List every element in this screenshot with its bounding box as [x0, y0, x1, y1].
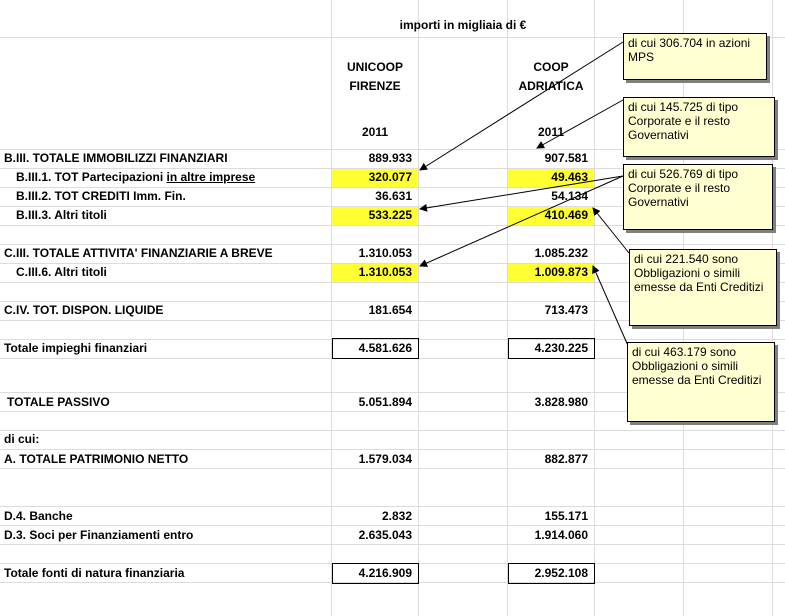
value-coop-adriatica: 4.230.225: [534, 341, 588, 355]
row-label-main: B.III.1. TOT Partecipazioni: [16, 170, 167, 184]
value-unicoop: 1.579.034: [358, 452, 412, 466]
di-cui-label: di cui:: [4, 432, 40, 446]
row-label: TOTALE PASSIVO: [7, 395, 110, 409]
value-unicoop: 1.310.053: [358, 246, 412, 260]
arrow-note2: [537, 100, 623, 148]
value-coop-adriatica: 49.463: [551, 170, 588, 184]
value-unicoop: 2.635.043: [358, 528, 412, 542]
value-coop-adriatica: 1.914.060: [534, 528, 588, 542]
unit-note: importi in migliaia di €: [399, 18, 527, 32]
value-coop-adriatica: 155.171: [544, 509, 588, 523]
callout-note-creditizi-1: di cui 221.540 sono Obbligazioni o simili emesse da Enti Creditizi: [629, 249, 777, 326]
arrow-note1: [420, 42, 623, 170]
value-unicoop: 4.581.626: [358, 341, 412, 355]
value-coop-adriatica: 907.581: [544, 151, 588, 165]
value-unicoop: 1.310.053: [358, 265, 412, 279]
value-unicoop: 889.933: [368, 151, 412, 165]
value-unicoop: 2.832: [381, 509, 412, 523]
row-label: B.III.3. Altri titoli: [16, 208, 107, 222]
row-label: C.III.6. Altri titoli: [16, 265, 107, 279]
callout-note-mps: di cui 306.704 in azioni MPS: [623, 33, 767, 80]
value-unicoop: 181.654: [368, 303, 412, 317]
value-coop-adriatica: 882.877: [544, 452, 588, 466]
value-coop-adriatica: 3.828.980: [534, 395, 588, 409]
col1-name-line1: UNICOOP: [346, 60, 403, 74]
arrow-note3-a: [420, 176, 623, 209]
callout-note-corporate-1: di cui 145.725 di tipo Corporate e il resto Governativi: [623, 97, 775, 157]
row-label: A. TOTALE PATRIMONIO NETTO: [4, 452, 189, 466]
col1-year: 2011: [361, 125, 389, 139]
col2-year: 2011: [537, 125, 565, 139]
arrow-note5: [593, 266, 629, 348]
row-label: C.IV. TOT. DISPON. LIQUIDE: [4, 303, 164, 317]
value-unicoop: 533.225: [368, 208, 412, 222]
arrow-note3-b: [420, 176, 623, 266]
row-label: D.4. Banche: [4, 509, 73, 523]
value-unicoop: 5.051.894: [358, 395, 412, 409]
value-coop-adriatica: 410.469: [544, 208, 588, 222]
callout-note-corporate-2: di cui 526.769 di tipo Corporate e il resto Governativi: [623, 164, 773, 230]
col2-name-line2: ADRIATICA: [518, 79, 584, 93]
callout-note-creditizi-2: di cui 463.179 sono Obbligazioni o simili emesse da Enti Creditizi: [627, 342, 775, 422]
value-unicoop: 320.077: [368, 170, 412, 184]
col2-name-line1: COOP: [533, 60, 569, 74]
value-coop-adriatica: 2.952.108: [534, 566, 588, 580]
col1-name-line2: FIRENZE: [349, 79, 401, 93]
row-label: D.3. Soci per Finanziamenti entro: [4, 528, 194, 542]
row-label: C.III. TOTALE ATTIVITA' FINANZIARIE A BREVE: [4, 246, 273, 260]
value-coop-adriatica: 713.473: [544, 303, 588, 317]
row-label: Totale fonti di natura finanziaria: [4, 566, 185, 580]
value-unicoop: 36.631: [375, 189, 412, 203]
row-label: B.III. TOTALE IMMOBILIZZI FINANZIARI: [4, 151, 228, 165]
row-label-underlined: in altre imprese: [166, 170, 256, 184]
value-coop-adriatica: 54.134: [551, 189, 588, 203]
row-label: Totale impieghi finanziari: [4, 341, 148, 355]
value-coop-adriatica: 1.085.232: [534, 246, 588, 260]
row-label: B.III.2. TOT CREDITI Imm. Fin.: [16, 189, 186, 203]
value-unicoop: 4.216.909: [358, 566, 412, 580]
value-coop-adriatica: 1.009.873: [534, 265, 588, 279]
